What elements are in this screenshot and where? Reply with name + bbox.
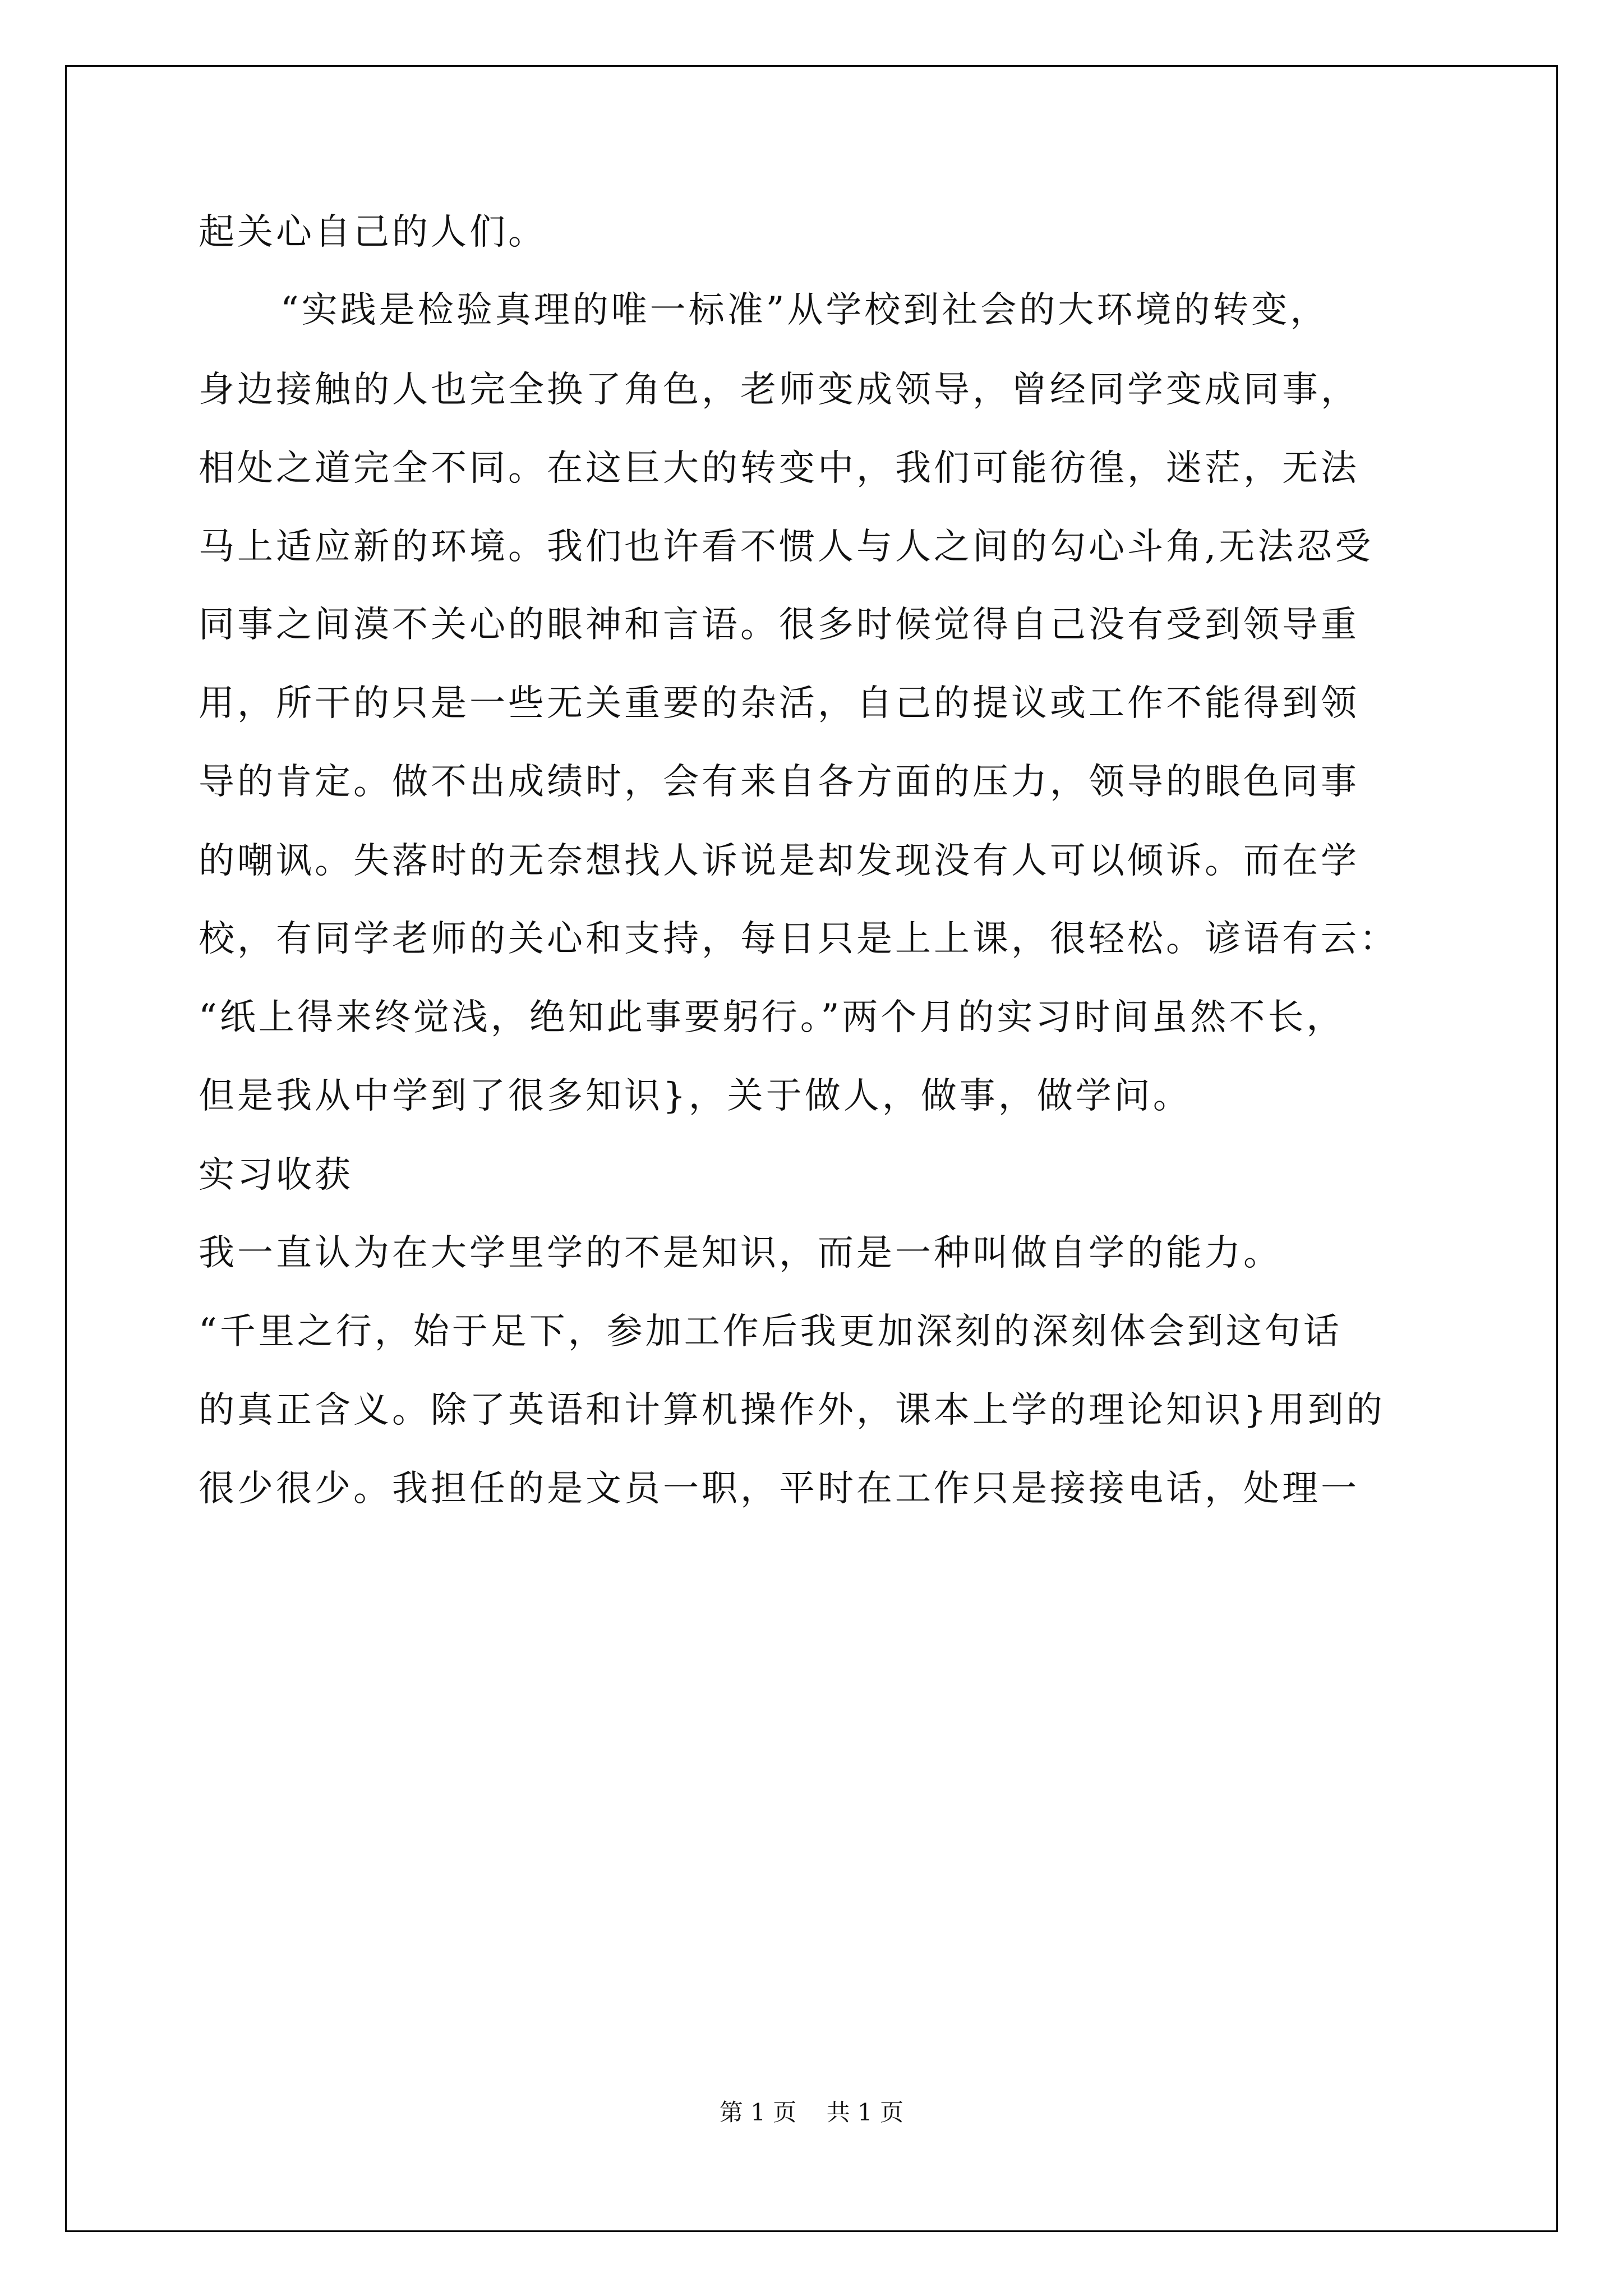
- page-number-footer: 第 1 页 共 1 页: [719, 2099, 904, 2126]
- text-line: 用，所干的只是一些无关重要的杂活，自己的提议或工作不能得到领: [199, 683, 1359, 724]
- text-line: 马上适应新的环境。我们也许看不惯人与人之间的勾心斗角,无法忍受: [199, 526, 1374, 568]
- text-line: 的真正含义。除了英语和计算机操作外，课本上学的理论知识}用到的: [199, 1389, 1385, 1431]
- text-line: 很少很少。我担任的是文员一职，平时在工作只是接接电话，处理一: [199, 1468, 1359, 1510]
- text-line: 但是我从中学到了很多知识}，关于做人，做事，做学问。: [199, 1075, 1192, 1117]
- text-line: “千里之行，始于足下，参加工作后我更加深刻的深刻体会到这句话: [199, 1311, 1342, 1352]
- text-line: 相处之道完全不同。在这巨大的转变中，我们可能彷徨，迷茫，无法: [199, 448, 1359, 489]
- text-line: 的嘲讽。失落时的无奈想找人诉说是却发现没有人可以倾诉。而在学: [199, 840, 1359, 882]
- text-line: 我一直认为在大学里学的不是知识，而是一种叫做自学的能力。: [199, 1232, 1282, 1274]
- text-line: 导的肯定。做不出成绩时，会有来自各方面的压力，领导的眼色同事: [199, 761, 1359, 803]
- text-line: “纸上得来终觉浅，绝知此事要躬行。”两个月的实习时间虽然不长，: [199, 997, 1345, 1038]
- text-line: 实习收获: [199, 1154, 353, 1196]
- text-line: 起关心自己的人们。: [199, 211, 547, 253]
- text-line: 身边接触的人也完全换了角色，老师变成领导，曾经同学变成同事，: [199, 369, 1359, 411]
- text-line: 校，有同学老师的关心和支持，每日只是上上课，很轻松。谚语有云：: [199, 918, 1398, 960]
- text-line: “实践是检验真理的唯一标准”从学校到社会的大环境的转变，: [280, 289, 1329, 331]
- text-line: 同事之间漠不关心的眼神和言语。很多时候觉得自己没有受到领导重: [199, 604, 1359, 646]
